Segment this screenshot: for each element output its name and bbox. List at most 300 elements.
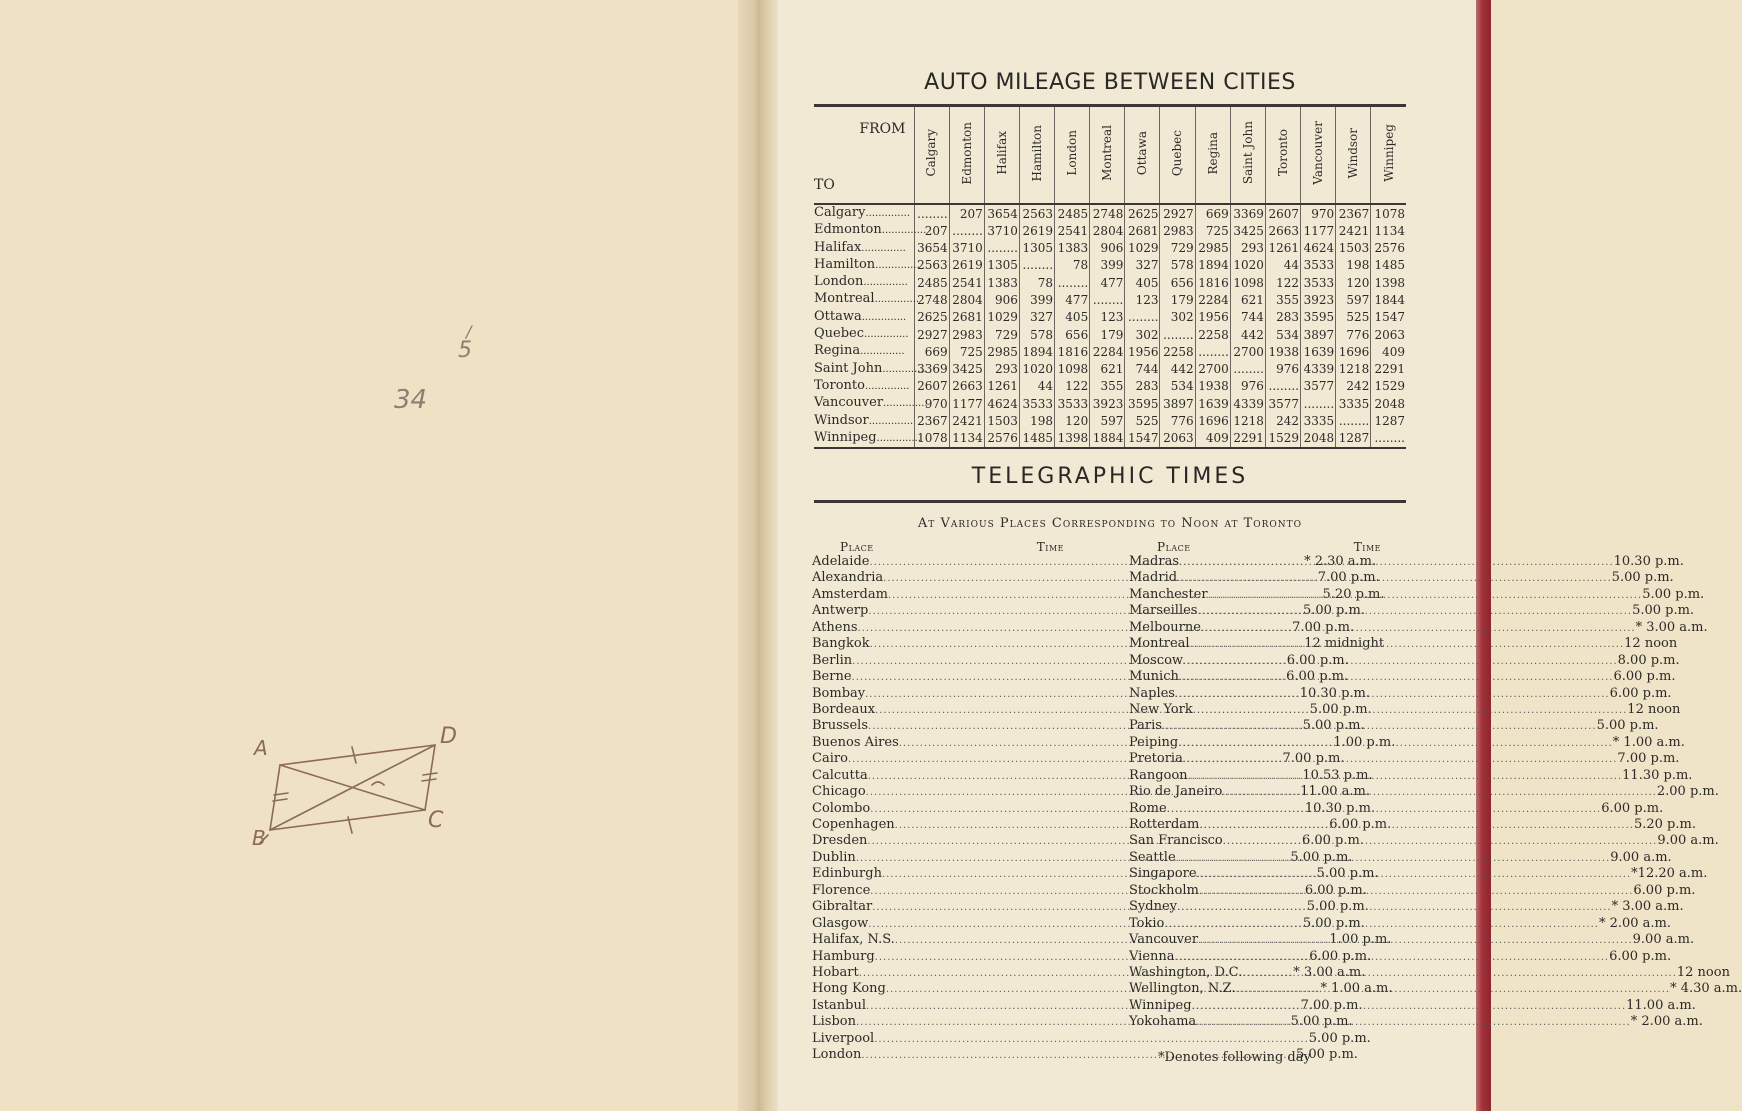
mileage-cell: 2063 [1371, 326, 1406, 343]
mileage-cell: ........ [1301, 395, 1336, 412]
mileage-cell: 2927 [1160, 204, 1195, 222]
mileage-cell: 1503 [984, 413, 1019, 430]
mileage-cell: 3897 [1160, 395, 1195, 412]
place-name: Seattle [1129, 849, 1176, 865]
place-name: Athens [812, 619, 858, 635]
mileage-cell: ........ [949, 222, 984, 239]
mileage-cell: 669 [914, 343, 949, 360]
mileage-cell: ........ [1336, 413, 1371, 430]
mileage-cell: 1529 [1371, 378, 1406, 395]
place-name: Winnipeg [1129, 997, 1192, 1013]
place-name: Rotterdam [1129, 817, 1200, 832]
place-time: 5.00 p.m. [1611, 570, 1674, 586]
mileage-cell: 2563 [914, 257, 949, 274]
place-time: 12 noon [1624, 636, 1678, 652]
place-time: *12.20 a.m. [1631, 866, 1708, 882]
mileage-cell: 1894 [1019, 343, 1054, 360]
place-name: Dresden [812, 833, 868, 849]
row-city-label: Regina [814, 343, 861, 359]
place-name: Manchester [1129, 586, 1208, 602]
mileage-cell: 534 [1265, 326, 1300, 343]
row-city [814, 240, 914, 257]
list-item [1129, 636, 1678, 652]
mileage-cell: 2563 [1019, 204, 1054, 222]
list-item [1129, 570, 1674, 586]
mileage-cell: 776 [1336, 326, 1371, 343]
leader-dots [1223, 833, 1658, 850]
mileage-cell: 2619 [1019, 222, 1054, 239]
mileage-cell: 1639 [1195, 395, 1230, 412]
mileage-cell: 729 [984, 326, 1019, 343]
mileage-cell: 1261 [984, 378, 1019, 395]
row-city [814, 378, 914, 395]
mileage-cell: 1529 [1265, 430, 1300, 448]
place-name: Colombo [812, 800, 871, 816]
place-name: Yokohama [1129, 1014, 1197, 1030]
place-time: 5.00 p.m. [1302, 603, 1365, 619]
mileage-cell: 1177 [1301, 222, 1336, 239]
mileage-cell: 2983 [1160, 222, 1195, 239]
mileage-cell: ........ [1371, 430, 1406, 448]
mileage-cell: 2291 [1371, 361, 1406, 378]
mileage-cell: 656 [1055, 326, 1090, 343]
place-name: Montreal [1129, 636, 1190, 652]
mileage-cell: 2748 [1090, 204, 1125, 222]
mileage-cell: 1261 [1265, 240, 1300, 257]
mileage-cell: 327 [1019, 309, 1054, 326]
table-row [814, 430, 1406, 448]
place-name: Bangkok [812, 636, 870, 652]
row-city [814, 343, 914, 360]
leader-dots: .............. [875, 259, 920, 271]
place-time: 12 midnight [1304, 636, 1385, 652]
mileage-cell: 2258 [1195, 326, 1230, 343]
column-header-label: Winnipeg [1381, 123, 1396, 182]
column-header-label: Montreal [1100, 124, 1115, 181]
list-item [1129, 767, 1693, 784]
leader-dots [1178, 735, 1613, 752]
mileage-cell: 3425 [1230, 222, 1265, 239]
mileage-cell: 2681 [1125, 222, 1160, 239]
place-name: Sydney [1129, 899, 1177, 915]
parallelogram-sketch [240, 715, 470, 855]
mileage-cell: 123 [1090, 309, 1125, 326]
place-name: Florence [812, 882, 871, 898]
pencil-tick-mark: / [466, 322, 472, 341]
mileage-cell: ........ [1265, 378, 1300, 395]
list-item [1129, 685, 1672, 702]
place-name: New York [1129, 701, 1193, 717]
place-name: Bordeaux [812, 701, 876, 717]
place-name: Tokio [1129, 915, 1165, 931]
mileage-cell: 2700 [1230, 343, 1265, 360]
mileage-cell: 120 [1336, 274, 1371, 291]
list-item [1129, 734, 1685, 751]
row-city-label: London [814, 274, 864, 290]
place-name: Rio de Janeiro [1129, 784, 1223, 800]
mileage-cell: 477 [1055, 291, 1090, 308]
place-time: 8.00 p.m. [1617, 652, 1680, 668]
place-time: 1.00 p.m. [1329, 932, 1392, 948]
list-item [1129, 1014, 1703, 1030]
mileage-cell: 44 [1019, 378, 1054, 395]
list-item [1129, 619, 1708, 636]
mileage-cell: 3369 [1230, 204, 1265, 222]
mileage-cell: ........ [1019, 257, 1054, 274]
place-header: Place [1157, 540, 1191, 554]
place-name: Moscow [1129, 652, 1184, 668]
row-city-label: Vancouver [814, 395, 884, 411]
mileage-cell: 207 [914, 222, 949, 239]
place-time: * 2.00 a.m. [1630, 1014, 1703, 1030]
row-city [814, 395, 928, 412]
place-time: 10.30 p.m. [1613, 554, 1684, 569]
row-city [814, 429, 922, 448]
leader-dots [1193, 702, 1628, 719]
place-name: Adelaide [812, 554, 870, 569]
mileage-cell: 3369 [914, 361, 949, 378]
row-city [814, 204, 914, 222]
mileage-cell: 744 [1230, 309, 1265, 326]
mileage-header-row [814, 107, 1406, 204]
place-time: * 2.30 a.m. [1304, 554, 1377, 569]
place-name: Hamburg [812, 948, 875, 964]
place-time: * 3.00 a.m. [1635, 619, 1708, 635]
leader-dots: .............. [883, 398, 928, 410]
row-city-label: Hamilton [814, 256, 876, 272]
mileage-cell: 1134 [949, 430, 984, 448]
row-city [814, 256, 920, 274]
mileage-cell: 2367 [914, 413, 949, 430]
column-header-label: London [1064, 130, 1079, 176]
place-name: Pretoria [1129, 751, 1183, 767]
leader-dots [1175, 686, 1610, 703]
place-name: Berlin [812, 652, 853, 668]
mileage-cell: 2421 [949, 413, 984, 430]
mileage-cell: 405 [1125, 274, 1160, 291]
mileage-cell: 283 [1125, 378, 1160, 395]
mileage-cell: 656 [1160, 274, 1195, 291]
mileage-cell: 2663 [1265, 222, 1300, 239]
row-city-label: Saint John [814, 360, 883, 376]
place-name: Rangoon [1129, 767, 1188, 783]
place-time: 5.00 p.m. [1316, 866, 1379, 882]
mileage-cell: 3335 [1301, 413, 1336, 430]
mileage-cell: 525 [1336, 309, 1371, 326]
mileage-cell: 179 [1160, 291, 1195, 308]
column-header-label: Toronto [1275, 129, 1290, 177]
mileage-cell: 3654 [914, 240, 949, 257]
mileage-cell: 3897 [1301, 326, 1336, 343]
place-name: Washington, D.C. [1129, 964, 1243, 980]
mileage-cell: 1816 [1195, 274, 1230, 291]
mileage-cell: 744 [1125, 361, 1160, 378]
mileage-cell: ........ [1160, 326, 1195, 343]
leader-dots: .............. [881, 225, 927, 237]
mileage-cell: 1398 [1055, 430, 1090, 448]
mileage-cell: 3654 [984, 204, 1019, 222]
place-name: Madras [1129, 554, 1180, 569]
table-row [814, 274, 1406, 291]
place-time: 6.00 p.m. [1609, 948, 1672, 964]
list-item [1129, 833, 1719, 849]
column-header-label: Ottawa [1135, 130, 1150, 175]
leader-dots [1177, 899, 1612, 916]
mileage-cell: 409 [1371, 343, 1406, 360]
table-row [814, 240, 1406, 257]
leader-dots [1197, 866, 1632, 883]
leader-dots: .............. [863, 277, 908, 289]
mileage-cell: 442 [1160, 361, 1195, 378]
mileage-cell: 405 [1055, 309, 1090, 326]
mileage-cell: 2607 [914, 378, 949, 395]
list-item [1129, 997, 1696, 1014]
place-name: Copenhagen [812, 817, 895, 832]
mileage-cell: 1844 [1371, 291, 1406, 308]
mileage-cell: 2576 [1371, 240, 1406, 257]
list-item [1129, 981, 1742, 997]
list-item [1129, 849, 1672, 866]
leader-dots [1176, 850, 1611, 867]
mileage-cell: 1639 [1301, 343, 1336, 360]
place-name: Brussels [812, 718, 869, 734]
leader-dots [1196, 1014, 1631, 1031]
time-header: Time [1036, 540, 1064, 554]
table-row [814, 378, 1406, 395]
times-column-right [1129, 540, 1742, 1031]
leader-dots [1208, 587, 1643, 604]
leader-dots [1175, 949, 1610, 966]
mileage-cell: 78 [1019, 274, 1054, 291]
mileage-cell: 2985 [984, 343, 1019, 360]
row-city-label: Ottawa [814, 308, 862, 324]
handwritten-page-number: 34 [394, 385, 428, 415]
mileage-cell: 293 [1230, 240, 1265, 257]
mileage-cell: 198 [1336, 257, 1371, 274]
place-time: 7.00 p.m. [1282, 751, 1345, 767]
list-item [1129, 603, 1695, 619]
leader-dots: .............. [874, 294, 920, 306]
mileage-cell: 2048 [1301, 430, 1336, 448]
column-header-label: Saint John [1240, 121, 1255, 185]
mileage-cell: 2485 [1055, 204, 1090, 222]
column-header-saint-john [1230, 107, 1265, 204]
column-header-toronto [1265, 107, 1300, 204]
mileage-cell: 1816 [1055, 343, 1090, 360]
column-header-london [1055, 107, 1090, 204]
mileage-cell: 1020 [1230, 257, 1265, 274]
mileage-cell: 4624 [1301, 240, 1336, 257]
place-time: 5.00 p.m. [1302, 718, 1365, 734]
mileage-cell: 3577 [1301, 378, 1336, 395]
mileage-cell: ........ [1055, 274, 1090, 291]
place-name: Liverpool [812, 1030, 875, 1046]
mileage-cell: 179 [1090, 326, 1125, 343]
mileage-cell: 1696 [1195, 413, 1230, 430]
mileage-cell: 3923 [1090, 395, 1125, 412]
place-time: 9.00 a.m. [1610, 849, 1672, 865]
mileage-cell: 399 [1090, 257, 1125, 274]
mileage-cell: 1305 [1019, 240, 1054, 257]
place-name: Marseilles [1129, 603, 1198, 619]
mileage-cell: 3533 [1301, 257, 1336, 274]
list-item [1129, 652, 1680, 669]
mileage-cell: 597 [1090, 413, 1125, 430]
mileage-cell: 2663 [949, 378, 984, 395]
place-time: 5.00 p.m. [1308, 1030, 1371, 1046]
mileage-cell: 1956 [1125, 343, 1160, 360]
leader-dots [1183, 751, 1618, 768]
list-item [1129, 932, 1695, 948]
mileage-cell: 327 [1125, 257, 1160, 274]
leader-dots [1167, 801, 1602, 818]
row-city-label: Winnipeg [814, 429, 877, 445]
column-header-quebec [1160, 107, 1195, 204]
mileage-cell: ........ [1125, 309, 1160, 326]
mileage-cell: 1485 [1371, 257, 1406, 274]
place-time: * 3.00 a.m. [1611, 899, 1684, 915]
column-header-winnipeg [1371, 107, 1406, 204]
mileage-cell: 477 [1090, 274, 1125, 291]
mileage-cell: 3533 [1019, 395, 1054, 412]
place-time: 10.53 p.m. [1302, 767, 1373, 783]
place-time: * 3.00 a.m. [1293, 964, 1366, 980]
leader-dots [1164, 916, 1599, 933]
left-page [0, 0, 748, 1111]
place-time: * 1.00 a.m. [1320, 981, 1393, 997]
place-time: 11.00 a.m. [1300, 784, 1370, 800]
mileage-cell: 534 [1160, 378, 1195, 395]
row-city-label: Halifax [814, 239, 862, 255]
column-header-halifax [984, 107, 1019, 204]
mileage-cell: 1218 [1336, 361, 1371, 378]
place-name: Chicago [812, 784, 866, 800]
mileage-cell: 2625 [1125, 204, 1160, 222]
leader-dots [1177, 570, 1612, 587]
table-row [814, 204, 1406, 222]
mileage-cell: 122 [1055, 378, 1090, 395]
place-time: 7.00 p.m. [1617, 751, 1680, 767]
table-row [814, 343, 1406, 360]
leader-dots: .............. [861, 311, 907, 323]
place-name: London [812, 1047, 862, 1063]
mileage-cell: 525 [1125, 413, 1160, 430]
place-name: Istanbul [812, 997, 867, 1013]
place-name: Calcutta [812, 767, 868, 783]
mileage-cell: 1078 [914, 430, 949, 448]
mileage-cell: 3923 [1301, 291, 1336, 308]
row-city-label: Calgary [814, 205, 866, 220]
mileage-cell: 3595 [1125, 395, 1160, 412]
label-b: B [252, 826, 266, 850]
place-name: Hobart [812, 964, 859, 980]
mileage-cell: 3533 [1301, 274, 1336, 291]
mileage-cell: 1383 [1055, 240, 1090, 257]
row-city [814, 291, 920, 308]
place-time: 11.00 a.m. [1626, 997, 1696, 1013]
mileage-cell: 2804 [1090, 222, 1125, 239]
mileage-cell: ........ [984, 240, 1019, 257]
list-item [1129, 586, 1705, 603]
leader-dots [1201, 620, 1636, 637]
column-header-regina [1195, 107, 1230, 204]
mileage-cell: 1894 [1195, 257, 1230, 274]
row-city-label: Quebec [814, 326, 865, 342]
telegraph-title: TELEGRAPHIC TIMES [971, 464, 1249, 489]
row-city-label: Edmonton [814, 222, 882, 238]
leader-dots [1199, 817, 1634, 834]
handwritten-number: 5 [458, 338, 472, 363]
leader-dots [1242, 965, 1677, 982]
mileage-cell: 1938 [1265, 343, 1300, 360]
mileage-cell: 2048 [1371, 395, 1406, 412]
leader-dots: .............. [882, 363, 927, 375]
place-name: Vienna [1129, 948, 1175, 964]
place-name: Antwerp [812, 603, 869, 619]
row-city [814, 222, 927, 239]
place-time: 5.00 p.m. [1309, 701, 1372, 717]
leader-dots [1162, 718, 1597, 735]
mileage-cell: 3710 [984, 222, 1019, 239]
mileage-cell: 399 [1019, 291, 1054, 308]
place-name: Lisbon [812, 1014, 856, 1030]
column-header-calgary [914, 107, 949, 204]
mileage-title: AUTO MILEAGE BETWEEN CITIES [924, 70, 1296, 95]
mileage-cell: 2619 [949, 257, 984, 274]
list-item [1129, 882, 1696, 899]
place-time: 5.00 p.m. [1632, 603, 1695, 619]
table-row [814, 309, 1406, 326]
table-row [814, 413, 1406, 430]
place-time: 6.00 p.m. [1601, 800, 1664, 816]
mileage-cell: 442 [1230, 326, 1265, 343]
times-header [1129, 540, 1405, 554]
leader-dots: .............. [864, 329, 909, 341]
row-city-label: Windsor [814, 412, 869, 428]
mileage-cell: 1029 [984, 309, 1019, 326]
mileage-cell: 2983 [949, 326, 984, 343]
mileage-cell: 4624 [984, 395, 1019, 412]
column-header-edmonton [949, 107, 984, 204]
place-time: 7.00 p.m. [1292, 619, 1355, 635]
mileage-cell: 3577 [1265, 395, 1300, 412]
place-time: 6.00 p.m. [1633, 882, 1696, 898]
column-header-label: Edmonton [959, 121, 974, 185]
mileage-cell: 669 [1195, 204, 1230, 222]
column-header-label: Regina [1205, 131, 1220, 175]
mileage-cell: 1287 [1371, 413, 1406, 430]
table-row [814, 222, 1406, 239]
row-city [814, 309, 914, 326]
leader-dots [1188, 768, 1623, 785]
mileage-cell: 283 [1265, 309, 1300, 326]
place-name: Vancouver [1129, 932, 1199, 948]
place-name: Cairo [812, 751, 848, 767]
mileage-cell: 1098 [1230, 274, 1265, 291]
telegraph-rule [814, 500, 1406, 503]
mileage-cell: 2541 [1055, 222, 1090, 239]
column-header-montreal [1090, 107, 1125, 204]
place-time: 5.00 p.m. [1295, 1047, 1358, 1063]
place-name: Buenos Aires [812, 734, 899, 750]
place-name: Gibraltar [812, 899, 873, 915]
mileage-cell: 2927 [914, 326, 949, 343]
place-time: 5.00 p.m. [1302, 915, 1365, 931]
mileage-cell: 3710 [949, 240, 984, 257]
mileage-cell: 578 [1019, 326, 1054, 343]
list-item [1129, 800, 1664, 817]
mileage-cell: 123 [1125, 291, 1160, 308]
